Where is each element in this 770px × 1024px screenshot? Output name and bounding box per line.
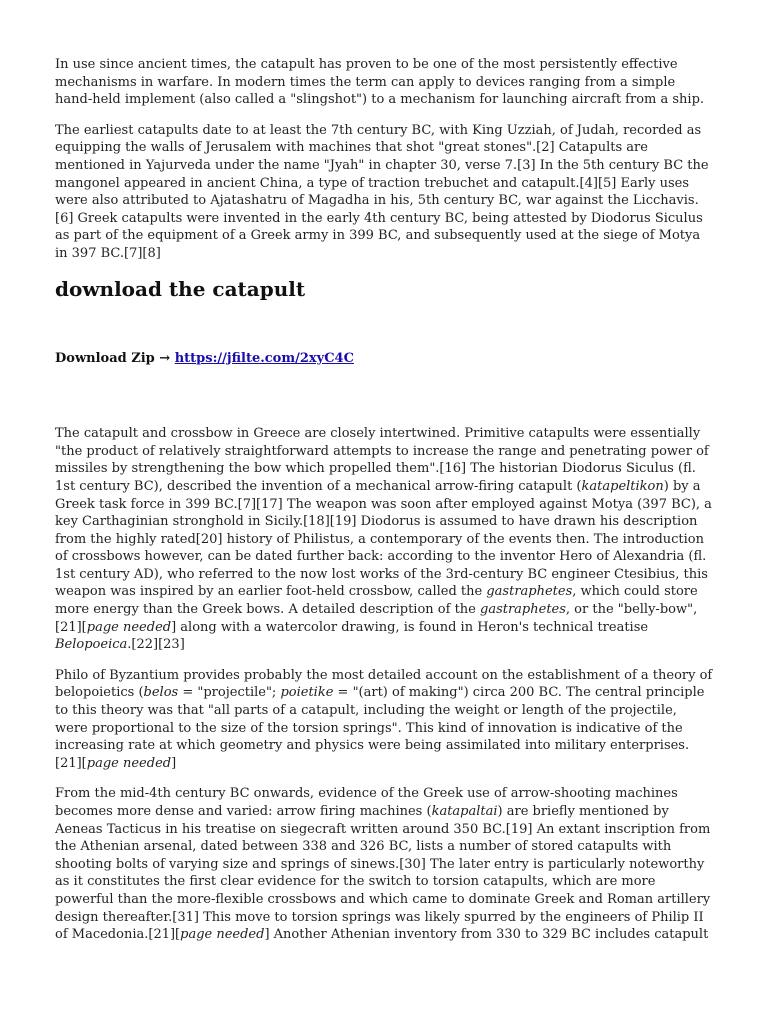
article [55,56,713,957]
paragraph-intro-2: The earliest catapults date to at least the 7th century BC, with King Uzziah, of Judah, recorded as equipping the walls of Jerusalem with machines that shot "great stones".[2] Catapults are mentioned in Yajurveda under the name "Jyah" in chapter 30, verse 7.[3] In the 5th century BC the mangonel appeared in ancient China, a type of traction trebuchet and catapult.[4][5] Early uses were also attributed to Ajatashatru of Magadha in his, 5th century BC, war against the Licchavis.[6] Greek catapults were invented in the early 4th century BC, being attested by Diodorus Siculus as part of the equipment of a Greek army in 399 BC, and subsequently used at the siege of Motya in 397 BC.[7][8] [55,122,709,261]
paragraph-intro-1: In use since ancient times, the catapult has proven to be one of the most persistently effective mechanisms in warfare. In modern times the term can apply to devices ranging from a simple hand-held implement (also called a "slingshot") to a mechanism for launching aircraft from a ship. [55,57,705,108]
download-link[interactable]: https://jfilte.com/2xyC4C [174,350,354,366]
download-label: Download Zip → [55,350,175,366]
paragraph-mid-4th-century: From the mid-4th century BC onwards, evidence of the Greek use of arrow-shooting machines becomes more dense and varied: arrow firing machines (katapaltai) are briefly mentioned by Aeneas Tacticus in his treatise on siegecraft written around 350 BC.[19] An extant inscription from the Athenian arsenal, dated between 338 and 326 BC, lists a number of stored catapults with shooting bolts of varying size and springs of sinews.[30] The later entry is particularly noteworthy as it constitutes the first clear evidence for the switch to torsion catapults, which are more powerful than the more-flexible crossbows and which came to dominate Greek and Roman artillery design thereafter.[31] This move to torsion springs was likely spurred by the engineers of Philip II of Macedonia.[21][page needed] Another Athenian inventory from 330 to 329 BC includes catapult [55,786,711,943]
spacer [55,367,713,425]
download-line [55,350,713,368]
paragraph-philo: Philo of Byzantium provides probably the most detailed account on the establishment of a theory of belopoietics (belos = "projectile"; poietike = "(art) of making") circa 200 BC. The central principle to this theory was that "all parts of a catapult, including the weight or length of the projectile, were proportional to the size of the torsion springs". This kind of innovation is indicative of the increasing rate at which geometry and physics were being assimilated into military enterprises.[21][page needed] [55,667,713,771]
paragraph-crossbow: The catapult and crossbow in Greece are closely intertwined. Primitive catapults were essentially "the product of relatively straightforward attempts to increase the range and penetrating power of missiles by strengthening the bow which propelled them".[16] The historian Diodorus Siculus (fl. 1st century BC), described the invention of a mechanical arrow-firing catapult (katapeltikon) by a Greek task force in 399 BC.[7][17] The weapon was soon after employed against Motya (397 BC), a key Carthaginian stronghold in Sicily.[18][19] Diodorus is assumed to have drawn his description from the highly rated[20] history of Philistus, a contemporary of the events then. The introduction of crossbows however, can be dated further back: according to the inventor Hero of Alexandria (fl. 1st century AD), who referred to the now lost works of the 3rd-century BC engineer Ctesibius, this weapon was inspired by an earlier foot-held crossbow, called the gastraphetes, which could store more energy than the Greek bows. A detailed description of the gastraphetes, or the "belly-bow",[21][page needed] along with a watercolor drawing, is found in Heron's technical treatise Belopoeica.[22][23] [55,426,712,653]
section-heading: download the catapult [55,276,306,301]
